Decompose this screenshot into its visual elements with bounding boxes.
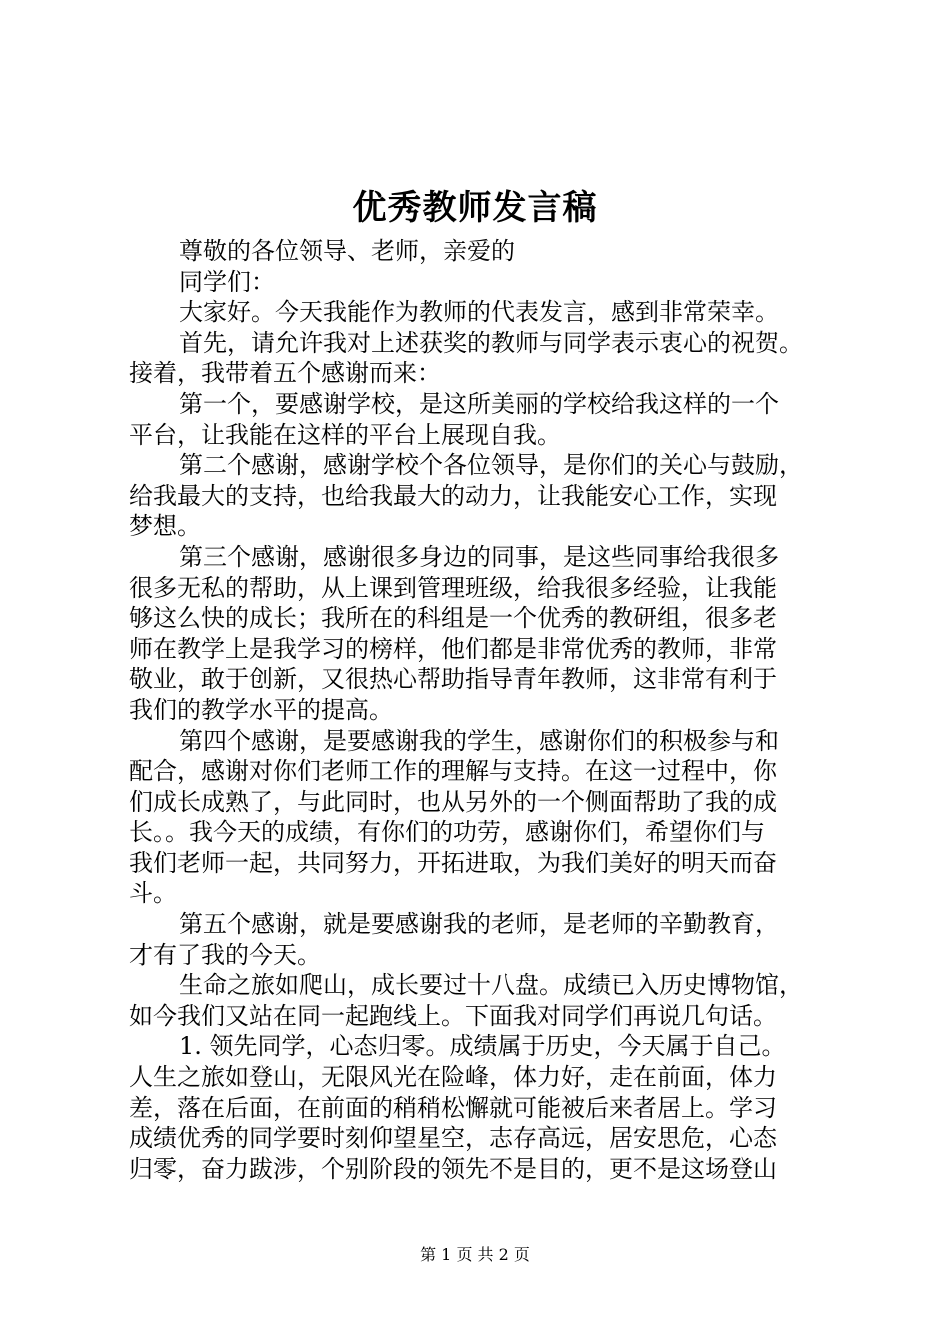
document-title: 优秀教师发言稿 [352,188,598,228]
body-line: 给我最大的支持，也给我最大的动力，让我能安心工作，实现 [129,481,777,510]
body-line: 成绩优秀的同学要时刻仰望星空，志存高远，居安思危，心态 [129,1124,777,1153]
body-line: 梦想。 [129,512,201,541]
body-line: 够这么快的成长；我所在的科组是一个优秀的教研组，很多老 [129,604,777,633]
body-line: 敬业，敢于创新，又很热心帮助指导青年教师，这非常有利于 [129,665,777,694]
body-line: 第一个，要感谢学校，是这所美丽的学校给我这样的一个 [179,389,779,418]
body-line: 第二个感谢，感谢学校个各位领导，是你们的关心与鼓励， [179,451,803,480]
body-line: 第四个感谢，是要感谢我的学生，感谢你们的积极参与和 [179,726,779,755]
body-line: 1. 领先同学，心态归零。成绩属于历史，今天属于自己。 [179,1032,786,1061]
body-line: 第三个感谢，感谢很多身边的同事，是这些同事给我很多 [179,542,779,571]
page-footer: 第 1 页 共 2 页 [420,1245,530,1264]
body-line: 第五个感谢，就是要感谢我的老师，是老师的辛勤教育， [179,910,779,939]
body-line: 尊敬的各位领导、老师，亲爱的 [179,237,515,265]
body-line: 我们老师一起，共同努力，开拓进取，为我们美好的明天而奋 [129,848,777,877]
body-line: 斗。 [129,879,177,908]
body-line: 师在教学上是我学习的榜样，他们都是非常优秀的教师，非常 [129,634,777,663]
body-line: 人生之旅如登山，无限风光在险峰，体力好，走在前面，体力 [129,1063,777,1092]
body-line: 很多无私的帮助，从上课到管理班级，给我很多经验，让我能 [129,573,777,602]
body-line: 们成长成熟了，与此同时，也从另外的一个侧面帮助了我的成 [129,787,777,816]
body-line: 我们的教学水平的提高。 [129,695,393,724]
body-line: 如今我们又站在同一起跑线上。下面我对同学们再说几句话。 [129,1001,777,1030]
body-line: 首先，请允许我对上述获奖的教师与同学表示衷心的祝贺。 [179,328,803,357]
body-line: 差，落在后面，在前面的稍稍松懈就可能被后来者居上。学习 [129,1093,777,1122]
document-body [129,236,839,1184]
body-line: 大家好。今天我能作为教师的代表发言，感到非常荣幸。 [179,298,779,327]
body-line: 同学们： [179,267,275,296]
body-line: 生命之旅如爬山，成长要过十八盘。成绩已入历史博物馆， [179,971,803,1000]
body-line: 配合，感谢对你们老师工作的理解与支持。在这一过程中，你 [129,757,777,786]
body-line: 平台，让我能在这样的平台上展现自我。 [129,420,561,449]
body-line: 归零，奋力跋涉，个别阶段的领先不是目的，更不是这场登山 [129,1154,777,1183]
body-line: 才有了我的今天。 [129,940,321,969]
body-line: 接着，我带着五个感谢而来： [129,359,441,388]
body-line: 长。。我今天的成绩，有你们的功劳，感谢你们，希望你们与 [129,818,765,847]
